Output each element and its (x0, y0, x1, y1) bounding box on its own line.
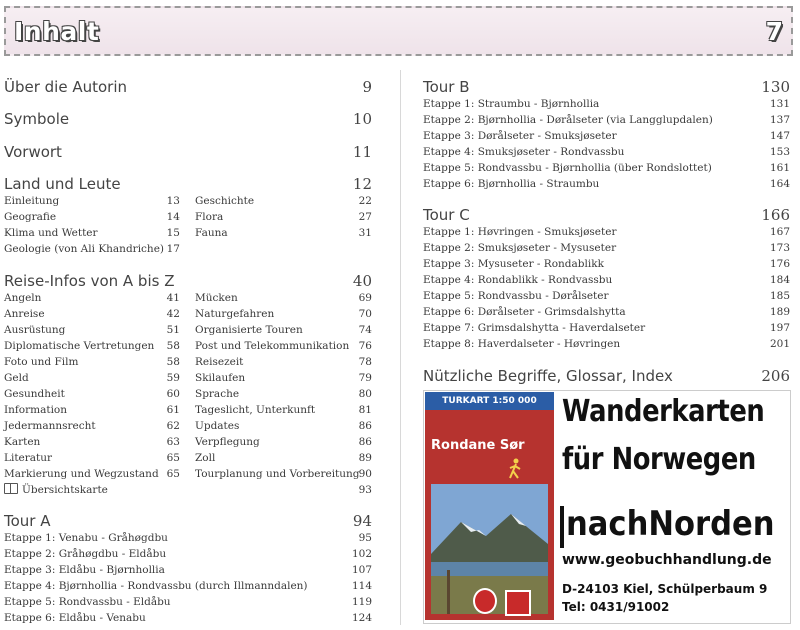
ad-url-link[interactable]: www.geobuchhandlung.de (562, 552, 772, 568)
list-item[interactable]: Fauna 31 (195, 227, 372, 239)
toc-section-page: 130 (761, 78, 790, 96)
tour-c-stage-list (423, 224, 790, 352)
list-item[interactable]: Etappe 3: Mysuseter - Rondablikk 176 (423, 258, 790, 270)
list-item[interactable]: Etappe 2: Bjørnhollia - Dørålseter (via Langglupdalen) 137 (423, 114, 790, 126)
toc-section-title[interactable]: Vorwort (4, 143, 62, 161)
brand-bar (560, 506, 564, 548)
list-item[interactable]: Etappe 2: Gråhøgdbu - Eldåbu 102 (4, 548, 372, 560)
toc-section-title[interactable]: Reise-Infos von A bis Z (4, 272, 175, 290)
list-item[interactable]: Etappe 6: Dørålseter - Grimsdalshytta 189 (423, 306, 790, 318)
hiker-icon (505, 458, 525, 480)
toc-section-title[interactable]: Über die Autorin (4, 78, 128, 96)
list-item[interactable]: Etappe 2: Smuksjøseter - Mysuseter 173 (423, 242, 790, 254)
list-item[interactable]: Angeln 41 (4, 292, 180, 304)
list-item[interactable]: Gesundheit 60 (4, 388, 180, 400)
overview-map-entry[interactable]: Übersichtskarte 93 (4, 482, 372, 498)
list-item[interactable]: Etappe 3: Eldåbu - Bjørnhollia 107 (4, 564, 372, 576)
list-item[interactable]: Tageslicht, Unterkunft 81 (195, 404, 372, 416)
list-item[interactable]: Etappe 1: Straumbu - Bjørnhollia 131 (423, 98, 790, 110)
u-logo-icon (505, 590, 531, 616)
list-item[interactable]: Etappe 8: Haverdalseter - Høvringen 201 (423, 338, 790, 350)
toc-section-page: 40 (352, 272, 372, 290)
map-title: Rondane Sør (431, 438, 525, 453)
list-item[interactable]: Verpflegung 86 (195, 436, 372, 448)
list-item[interactable]: Naturgefahren 70 (195, 308, 372, 320)
list-item[interactable]: Geschichte 22 (195, 195, 372, 207)
list-item[interactable]: Einleitung 13 (4, 195, 180, 207)
toc-section-title[interactable]: Tour B (423, 78, 470, 96)
map-series-label: TURKART 1:50 000 (425, 392, 554, 410)
land-left-list (4, 193, 180, 257)
list-item[interactable]: Sprache 80 (195, 388, 372, 400)
toc-section-page: 166 (761, 206, 790, 224)
list-item[interactable]: Etappe 4: Bjørnhollia - Rondvassbu (durch Illmanndalen) 114 (4, 580, 372, 592)
list-item[interactable]: Mücken 69 (195, 292, 372, 304)
list-item[interactable]: Zoll 89 (195, 452, 372, 464)
list-item[interactable]: Etappe 5: Rondvassbu - Dørålseter 185 (423, 290, 790, 302)
header-title: Inhalt (14, 17, 100, 46)
dnt-logo-icon (473, 588, 497, 614)
reise-right-list (195, 290, 372, 482)
list-item[interactable]: Geologie (von Ali Khandriche) 17 (4, 243, 180, 255)
list-item[interactable]: Etappe 6: Bjørnhollia - Straumbu 164 (423, 178, 790, 190)
toc-section-title[interactable]: Nützliche Begriffe, Glossar, Index (423, 367, 673, 385)
list-item[interactable]: Etappe 4: Rondablikk - Rondvassbu 184 (423, 274, 790, 286)
list-item[interactable]: Flora 27 (195, 211, 372, 223)
list-item[interactable]: Etappe 7: Grimsdalshytta - Haverdalseter 197 (423, 322, 790, 334)
list-item[interactable]: Foto und Film 58 (4, 356, 180, 368)
list-item[interactable]: Etappe 3: Dørålseter - Smuksjøseter 147 (423, 130, 790, 142)
list-item[interactable]: Organisierte Touren 74 (195, 324, 372, 336)
ad-headline-2: für Norwegen (562, 442, 756, 477)
list-item[interactable]: Updates 86 (195, 420, 372, 432)
column-divider (400, 70, 401, 625)
list-item[interactable]: Ausrüstung 51 (4, 324, 180, 336)
ad-address: D-24103 Kiel, Schülperbaum 9 (562, 582, 768, 596)
tour-a-stage-list (4, 530, 372, 626)
list-item[interactable]: Geografie 14 (4, 211, 180, 223)
list-item[interactable]: Klima und Wetter 15 (4, 227, 180, 239)
toc-section-page: 10 (352, 110, 372, 128)
land-right-list (195, 193, 372, 241)
toc-section-page: 11 (352, 143, 372, 161)
list-item[interactable]: Jedermannsrecht 62 (4, 420, 180, 432)
list-item[interactable]: Etappe 4: Smuksjøseter - Rondvassbu 153 (423, 146, 790, 158)
list-item[interactable]: Diplomatische Vertretungen 58 (4, 340, 180, 352)
list-item[interactable]: Tourplanung und Vorbereitung 90 (195, 468, 372, 480)
toc-section-page: 94 (352, 512, 372, 530)
list-item[interactable]: Post und Telekommunikation 76 (195, 340, 372, 352)
toc-section-page: 206 (761, 367, 790, 385)
list-item[interactable]: Etappe 1: Venabu - Gråhøgdbu 95 (4, 532, 372, 544)
toc-section-title[interactable]: Tour C (423, 206, 470, 224)
header-page-number: 7 (765, 17, 783, 46)
reise-left-list (4, 290, 180, 482)
list-item[interactable]: Etappe 1: Høvringen - Smuksjøseter 167 (423, 226, 790, 238)
list-item[interactable]: Geld 59 (4, 372, 180, 384)
toc-section-title[interactable]: Land und Leute (4, 175, 121, 193)
page-header (4, 6, 793, 56)
book-icon (4, 483, 18, 494)
toc-section-page: 9 (362, 78, 372, 96)
toc-section-title[interactable]: Tour A (4, 512, 51, 530)
list-item[interactable]: Markierung und Wegzustand 65 (4, 468, 180, 480)
toc-section-title[interactable]: Symbole (4, 110, 70, 128)
list-item[interactable]: Information 61 (4, 404, 180, 416)
ad-headline-1: Wanderkarten (562, 394, 765, 429)
toc-section-page: 12 (352, 175, 372, 193)
list-item[interactable]: Karten 63 (4, 436, 180, 448)
list-item[interactable]: Skilaufen 79 (195, 372, 372, 384)
list-item[interactable]: Etappe 5: Rondvassbu - Eldåbu 119 (4, 596, 372, 608)
list-item[interactable]: Reisezeit 78 (195, 356, 372, 368)
list-item[interactable]: Etappe 5: Rondvassbu - Bjørnhollia (über Rondslottet) 161 (423, 162, 790, 174)
list-item[interactable]: Anreise 42 (4, 308, 180, 320)
map-cover-image (425, 392, 554, 620)
list-item[interactable]: Literatur 65 (4, 452, 180, 464)
ad-phone: Tel: 0431/91002 (562, 600, 670, 614)
list-item[interactable]: Etappe 6: Eldåbu - Venabu 124 (4, 612, 372, 624)
tour-b-stage-list (423, 96, 790, 192)
ad-brand: nachNorden (566, 504, 775, 544)
